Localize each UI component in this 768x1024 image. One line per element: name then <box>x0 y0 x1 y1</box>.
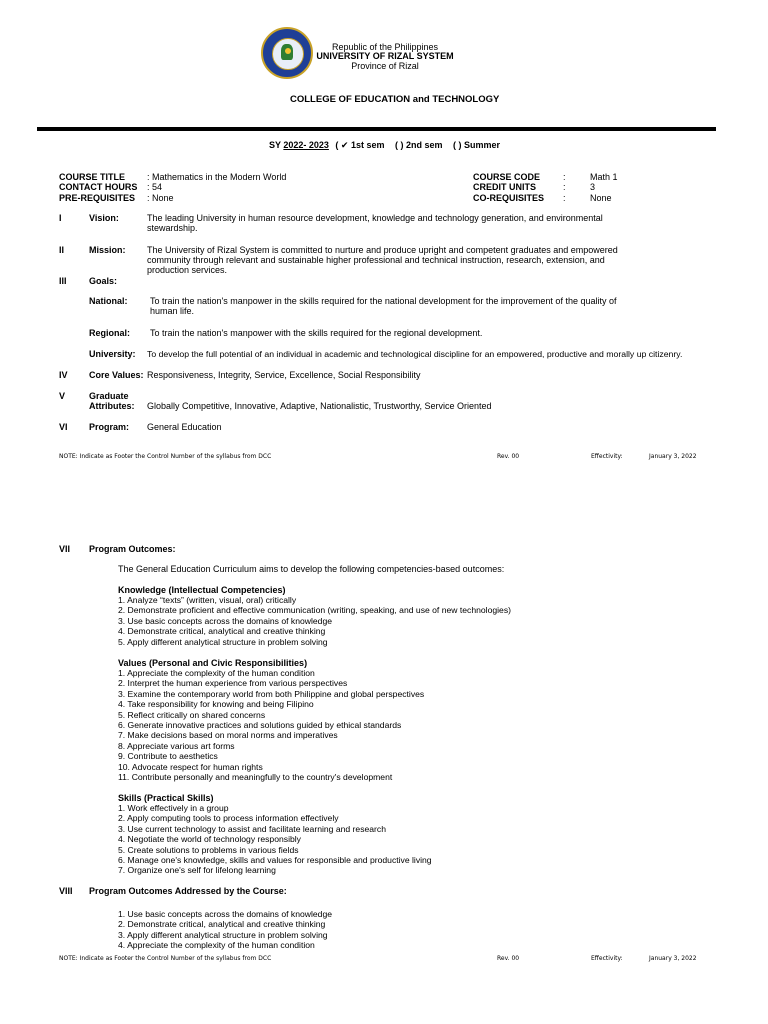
knowledge-list <box>118 595 511 647</box>
course-code-label: COURSE CODE <box>473 172 541 182</box>
national-label: National: <box>89 296 128 306</box>
list-item: 9. Contribute to aesthetics <box>118 751 218 762</box>
course-code-value: Math 1 <box>590 172 618 182</box>
core-values-text: Responsiveness, Integrity, Service, Excellence, Social Responsibility <box>147 370 421 380</box>
program-text: General Education <box>147 422 222 432</box>
mission-label: Mission: <box>89 245 126 255</box>
addressed-list <box>118 909 332 951</box>
list-item: 4. Demonstrate critical, analytical and creative thinking <box>118 626 326 637</box>
school-year-line: SY 2022- 2023 ( ✔ 1st sem ( ) 2nd sem ( ) Summer <box>269 140 501 150</box>
list-item: 3. Use current technology to assist and facilitate learning and research <box>118 823 386 834</box>
knowledge-title: Knowledge (Intellectual Competencies) <box>118 585 286 595</box>
footer-note-2: NOTE: Indicate as Footer the Control Number of the syllabus from DCC <box>59 955 272 962</box>
list-item: 8. Appreciate various art forms <box>118 740 235 751</box>
republic-text: Republic of the Philippines <box>331 42 439 52</box>
list-item: 5. Reflect critically on shared concerns <box>118 709 266 720</box>
credit-units-value: 3 <box>590 182 596 192</box>
graduate-attributes-text: Globally Competitive, Innovative, Adaptive, Nationalistic, Trustworthy, Service Oriented <box>147 401 492 411</box>
footer-rev: Rev. 00 <box>497 453 520 460</box>
university-name: UNIVERSITY OF RIZAL SYSTEM <box>316 51 454 61</box>
list-item: 3. Use basic concepts across the domains of knowledge <box>118 615 333 626</box>
second-sem-option: ( ) 2nd sem <box>395 140 443 150</box>
list-item: 1. Appreciate the complexity of the human condition <box>118 668 315 678</box>
vision-text: The leading University in human resource development, knowledge and technology generation, and environmental stewardship. <box>147 213 603 233</box>
list-item: 6. Manage one's knowledge, skills and values for responsible and productive living <box>118 855 432 866</box>
list-item: 4. Appreciate the complexity of the human condition <box>118 940 315 951</box>
graduate-label: Graduate <box>89 391 129 401</box>
contact-hours-value: : 54 <box>147 182 163 192</box>
summer-option: ( ) Summer <box>453 140 501 150</box>
addressed-title: Program Outcomes Addressed by the Course: <box>89 886 287 896</box>
list-item: 3. Examine the contemporary world from both Philippine and global perspectives <box>118 688 425 699</box>
goals-label: Goals: <box>89 276 118 286</box>
list-item: 2. Interpret the human experience from various perspectives <box>118 678 348 689</box>
list-item: 3. Apply different analytical structure in problem solving <box>118 929 328 940</box>
values-title: Values (Personal and Civic Responsibilities) <box>118 658 308 668</box>
list-item: 1. Work effectively in a group <box>118 803 229 813</box>
values-list <box>118 668 424 782</box>
regional-text: To train the nation's manpower with the skills required for the regional development. <box>150 328 483 338</box>
list-item: 2. Demonstrate critical, analytical and creative thinking <box>118 919 326 930</box>
mission-text: The University of Rizal System is committed to nurture and produce upright and competent graduates and empowered community through relevant and sustainable higher professional and technical instruction, research, extension, and production services. <box>147 245 618 275</box>
university-goal-text: To develop the full potential of an individual in academic and technological discipline for an empowered, productive and morally up citizenry. <box>147 349 683 359</box>
list-item: 1. Use basic concepts across the domains of knowledge <box>118 909 333 919</box>
prereq-label: PRE-REQUISITES <box>59 193 136 203</box>
list-item: 2. Apply computing tools to process information effectively <box>118 813 339 824</box>
program-outcomes-title: Program Outcomes: <box>89 544 176 554</box>
list-item: 7. Make decisions based on moral norms and imperatives <box>118 730 338 741</box>
national-text: To train the nation's manpower in the skills required for the national development for the improvement of the quality of human life. <box>150 296 617 316</box>
list-item: 5. Apply different analytical structure in problem solving <box>118 636 328 647</box>
footer-effectivity-label-2: Effectivity: <box>591 955 623 962</box>
school-year: 2022- 2023 <box>283 140 329 150</box>
regional-label: Regional: <box>89 328 131 338</box>
attributes-label: Attributes: <box>89 401 135 411</box>
list-item: 1. Analyze “texts” (written, visual, oral) critically <box>118 595 297 605</box>
course-title-label: COURSE TITLE <box>59 172 126 182</box>
program-outcomes-intro: The General Education Curriculum aims to develop the following competencies-based outcomes: <box>118 564 505 574</box>
program-label: Program: <box>89 422 130 432</box>
contact-hours-label: CONTACT HOURS <box>59 182 138 192</box>
university-goal-label: University: <box>89 349 136 359</box>
credit-units-label: CREDIT UNITS <box>473 182 536 192</box>
coreq-value: None <box>590 193 612 203</box>
footer-note: NOTE: Indicate as Footer the Control Number of the syllabus from DCC <box>59 453 272 460</box>
footer-effectivity-date: January 3, 2022 <box>649 453 697 460</box>
college-name: COLLEGE OF EDUCATION and TECHNOLOGY <box>290 94 500 105</box>
province-text: Province of Rizal <box>351 61 419 71</box>
list-item: 7. Organize one's self for lifelong learning <box>118 865 276 876</box>
skills-title: Skills (Practical Skills) <box>118 793 214 803</box>
list-item: 10. Advocate respect for human rights <box>118 761 263 772</box>
first-sem-option: ( ✔ 1st sem <box>335 140 385 150</box>
list-item: 4. Take responsibility for knowing and being Filipino <box>118 699 314 710</box>
footer-effectivity-date-2: January 3, 2022 <box>649 955 697 962</box>
course-title-value: : Mathematics in the Modern World <box>147 172 287 182</box>
skills-list <box>118 803 432 876</box>
list-item: 6. Generate innovative practices and solutions guided by ethical standards <box>118 720 402 731</box>
list-item: 5. Create solutions to problems in various fields <box>118 844 299 855</box>
list-item: 4. Negotiate the world of technology responsibly <box>118 834 301 845</box>
core-values-label: Core Values: <box>89 370 144 380</box>
vision-label: Vision: <box>89 213 119 223</box>
header-divider <box>37 127 716 131</box>
prereq-value: : None <box>147 193 174 203</box>
footer-effectivity-label: Effectivity: <box>591 453 623 460</box>
coreq-label: CO-REQUISITES <box>473 193 545 203</box>
footer-rev-2: Rev. 00 <box>497 955 520 962</box>
list-item: 2. Demonstrate proficient and effective communication (writing, speaking, and use of new technologies) <box>118 605 511 616</box>
list-item: 11. Contribute personally and meaningfully to the country's development <box>118 772 393 783</box>
